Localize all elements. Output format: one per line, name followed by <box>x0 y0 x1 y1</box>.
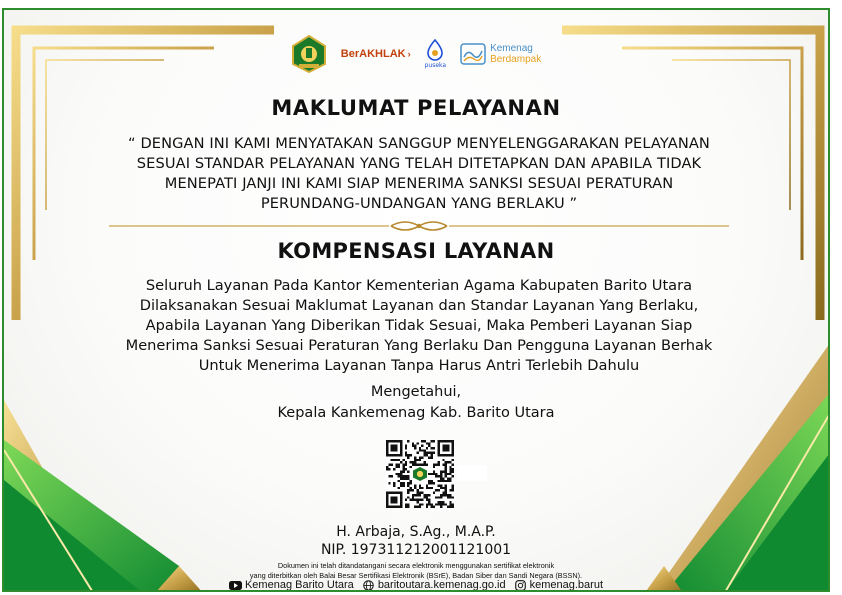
berakhlak-label: BerAKHLAK <box>340 48 406 60</box>
blank-patch <box>457 465 487 481</box>
compensation-line: Seluruh Layanan Pada Kantor Kementerian Agama Kabupaten Barito Utara <box>145 277 693 294</box>
instagram-link[interactable] <box>514 579 603 591</box>
compensation-line: Dilaksanakan Sesuai Maklumat Layanan dan Standar Layanan Yang Berlaku, <box>139 297 699 314</box>
pledge-line: SESUAI STANDAR PELAYANAN YANG TELAH DITETAPKAN DAN APABILA TIDAK <box>136 155 702 172</box>
kemenag-berdampak-logo <box>460 43 541 65</box>
social-links <box>4 579 828 591</box>
signer-nip: NIP. 197311212001121001 <box>320 542 512 558</box>
berdampak-line2: Berdampak <box>490 54 542 65</box>
berakhlak-chevron-icon: › <box>407 49 411 59</box>
website-label: baritoutara.kemenag.go.id <box>377 579 506 591</box>
compensation-text <box>64 276 774 376</box>
youtube-link[interactable] <box>229 579 354 591</box>
pledge-line: “ DENGAN INI KAMI MENYATAKAN SANGGUP MENYELENGGARAKAN PELAYANAN <box>128 135 710 152</box>
signer-position: Kepala Kankemenag Kab. Barito Utara <box>277 405 555 421</box>
puseka-logo <box>425 39 446 69</box>
qr-finder-pattern <box>438 440 454 456</box>
berakhlak-logo <box>341 48 411 60</box>
instagram-icon <box>514 580 527 591</box>
compensation-line: Menerima Sanksi Sesuai Peraturan Yang Berlaku Dan Pengguna Layanan Berhak <box>125 337 713 354</box>
ornamental-divider <box>109 220 729 232</box>
document-title: MAKLUMAT PELAYANAN <box>271 96 561 120</box>
youtube-icon <box>229 580 242 591</box>
signer-name: H. Arbaja, S.Ag., M.A.P. <box>336 524 496 540</box>
website-link[interactable] <box>362 579 506 591</box>
youtube-label: Kemenag Barito Utara <box>244 579 354 591</box>
puseka-drop-icon <box>425 39 445 61</box>
disclaimer-line2: yang diterbitkan oleh Balai Besar Sertifikasi Elektronik (BSrE), Badan Siber dan Sandi Negara (BSSN). <box>249 571 583 580</box>
kemenag-emblem-icon <box>291 34 327 74</box>
berdampak-wave-icon <box>460 43 486 65</box>
certificate-frame <box>2 8 830 592</box>
disclaimer-line1: Dokumen ini telah ditandatangani secara elektronik menggunakan sertifikat elektronik <box>277 561 555 570</box>
pledge-line: MENEPATI JANJI INI KAMI SIAP MENERIMA SANKSI SESUAI PERATURAN <box>164 175 674 192</box>
berdampak-line1: Kemenag <box>490 43 533 54</box>
qr-finder-pattern <box>386 492 402 508</box>
qr-finder-pattern <box>386 440 402 456</box>
compensation-title: KOMPENSASI LAYANAN <box>277 239 555 263</box>
instagram-label: kemenag.barut <box>529 579 604 591</box>
compensation-line: Untuk Menerima Layanan Tanpa Harus Antri Terlebih Dahulu <box>198 357 640 374</box>
puseka-label: puseka <box>424 62 447 69</box>
acknowledged-label: Mengetahui, <box>370 384 462 400</box>
logos-row <box>4 34 828 74</box>
compensation-line: Apabila Layanan Yang Diberikan Tidak Sesuai, Maka Pemberi Layanan Siap <box>145 317 693 334</box>
pledge-line: PERUNDANG-UNDANGAN YANG BERLAKU ” <box>260 195 578 212</box>
pledge-text <box>74 134 764 214</box>
qr-code[interactable] <box>386 440 454 508</box>
globe-icon <box>362 580 375 591</box>
qr-center-emblem-icon <box>412 466 428 482</box>
